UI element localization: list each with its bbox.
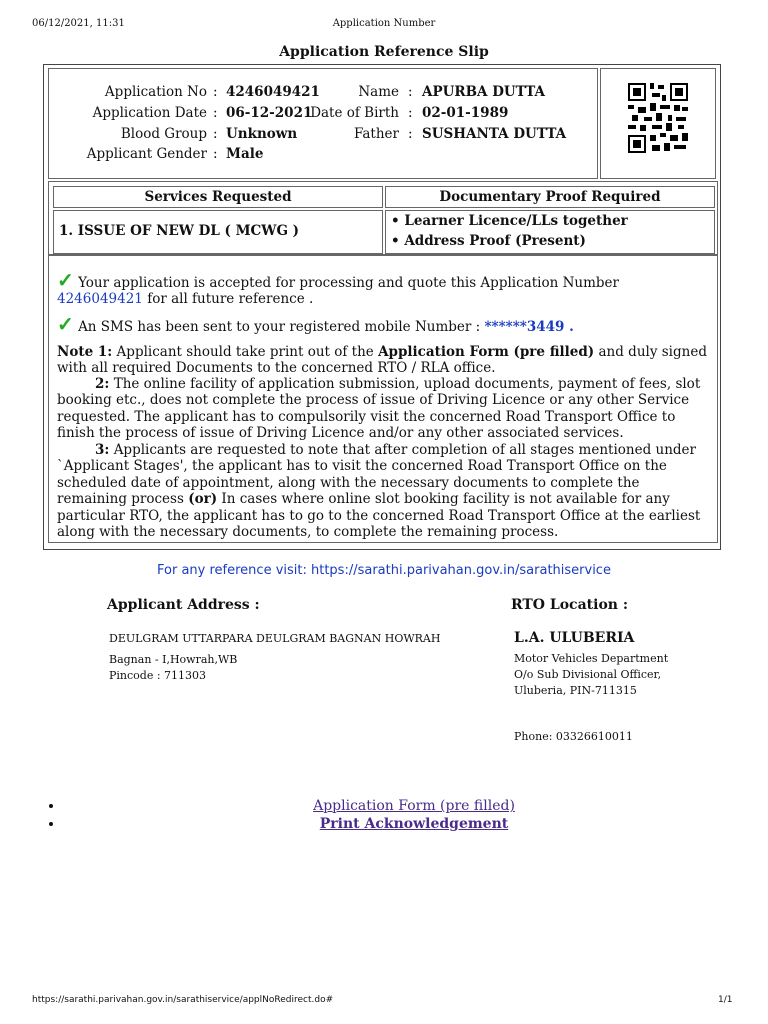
address-line-2: Bagnan - I,Howrah,WB <box>109 653 238 666</box>
value-gender: Male <box>226 146 264 162</box>
sms-number: ******3449 . <box>484 319 574 335</box>
notes-box <box>48 255 718 543</box>
colon: : <box>408 105 413 121</box>
label-name: Name <box>358 84 399 100</box>
applicant-details-box <box>48 68 598 179</box>
accepted-suffix: for all future reference . <box>147 291 314 308</box>
footer-page-number: 1/1 <box>718 995 733 1005</box>
service-item: 1. ISSUE OF NEW DL ( MCWG ) <box>59 223 300 239</box>
applicant-address-heading: Applicant Address : <box>107 597 260 613</box>
label-dob: Date of Birth <box>310 105 399 121</box>
print-datetime: 06/12/2021, 11:31 <box>32 18 125 29</box>
value-dob: 02-01-1989 <box>422 105 509 121</box>
print-acknowledgement-link[interactable]: Print Acknowledgement <box>319 816 509 832</box>
label-application-no: Application No <box>104 84 207 100</box>
checkmark-icon: ✓ <box>57 312 74 336</box>
note2-label: 2: <box>95 376 110 392</box>
label-father: Father <box>353 126 399 142</box>
service-cell <box>53 210 383 254</box>
checkmark-icon: ✓ <box>57 268 74 292</box>
list-item <box>64 798 764 814</box>
sms-message <box>57 312 707 336</box>
rto-line-2: O/o Sub Divisional Officer, <box>514 668 662 681</box>
footer-url: https://sarathi.parivahan.gov.in/sarathiservice/applNoRedirect.do# <box>32 995 334 1005</box>
slip-title: Application Reference Slip <box>279 44 489 60</box>
print-page-title: Application Number <box>332 18 436 29</box>
qr-code-box <box>600 68 716 179</box>
action-links <box>44 798 764 834</box>
application-form-link[interactable]: Application Form (pre filled) <box>313 798 515 814</box>
colon: : <box>408 126 413 142</box>
proof-item: • Address Proof (Present) <box>391 233 586 249</box>
rto-line-3: Uluberia, PIN-711315 <box>514 684 637 697</box>
value-father: SUSHANTA DUTTA <box>422 126 567 142</box>
proof-cell <box>385 210 715 254</box>
note1-bold: Application Form (pre filled) <box>378 344 595 360</box>
note-1 <box>57 344 707 377</box>
slip-container <box>43 64 721 550</box>
note-3 <box>57 442 707 540</box>
services-table <box>48 181 718 255</box>
header-services-requested: Services Requested <box>53 186 383 208</box>
value-blood-group: Unknown <box>226 126 298 142</box>
rto-location-heading: RTO Location : <box>511 597 628 613</box>
note2-text: The online facility of application submission, upload documents, payment of fees, slot booking etc., does not complete the process of issue of Driving Licence or any other Service requested. The applicant has to compulsorily visit the concerned Road Transport Office to finish the process of issue of Driving Licence and/or any other associated services. <box>57 376 701 442</box>
note3-or: (or) <box>188 491 218 508</box>
colon: : <box>408 84 413 100</box>
accepted-message <box>57 268 707 308</box>
accepted-app-number: 4246049421 <box>57 291 143 308</box>
address-line-1: DEULGRAM UTTARPARA DEULGRAM BAGNAN HOWRAH <box>109 632 441 645</box>
value-application-no: 4246049421 <box>226 84 320 100</box>
colon: : <box>213 126 218 142</box>
accepted-text: Your application is accepted for processing and quote this Application Number <box>78 275 619 291</box>
colon: : <box>213 146 218 162</box>
qr-code-icon <box>628 83 688 153</box>
rto-phone: Phone: 03326610011 <box>514 730 633 743</box>
rto-line-1: Motor Vehicles Department <box>514 652 669 665</box>
header-documentary-proof: Documentary Proof Required <box>385 186 715 208</box>
label-gender: Applicant Gender <box>86 146 207 162</box>
label-blood-group: Blood Group <box>120 126 207 142</box>
sms-text: An SMS has been sent to your registered mobile Number : <box>78 319 481 335</box>
note3-text-a: Applicants are requested to note that after completion of all stages mentioned under `Applicant Stages', the applicant has to visit the concerned Road Transport Office on the scheduled date of appointment, along with the necessary documents to complete the remaining process <box>57 442 696 508</box>
address-pincode: Pincode : 711303 <box>109 669 207 682</box>
value-name: APURBA DUTTA <box>422 84 546 100</box>
note3-text-b: In cases where online slot booking facility is not available for any particular RTO, the applicant has to go to the concerned Road Transport Office at the earliest along with the necessary documents, to complete the remaining process. <box>57 491 701 541</box>
reference-link-text[interactable]: For any reference visit: https://sarathi.parivahan.gov.in/sarathiservice <box>157 563 611 578</box>
note1-text-a: Applicant should take print out of the <box>116 344 374 360</box>
value-application-date: 06-12-2021 <box>226 105 313 121</box>
colon: : <box>213 84 218 100</box>
proof-item: • Learner Licence/LLs together <box>391 213 628 229</box>
note-2 <box>57 376 707 442</box>
rto-name: L.A. ULUBERIA <box>514 630 635 646</box>
note1-label: Note 1: <box>57 344 113 360</box>
note3-label: 3: <box>95 442 110 458</box>
colon: : <box>213 105 218 121</box>
list-item <box>64 816 764 832</box>
label-application-date: Application Date <box>92 105 207 121</box>
note1-text-b: and duly signed with all required Documents to the concerned RTO / RLA office. <box>57 344 707 377</box>
